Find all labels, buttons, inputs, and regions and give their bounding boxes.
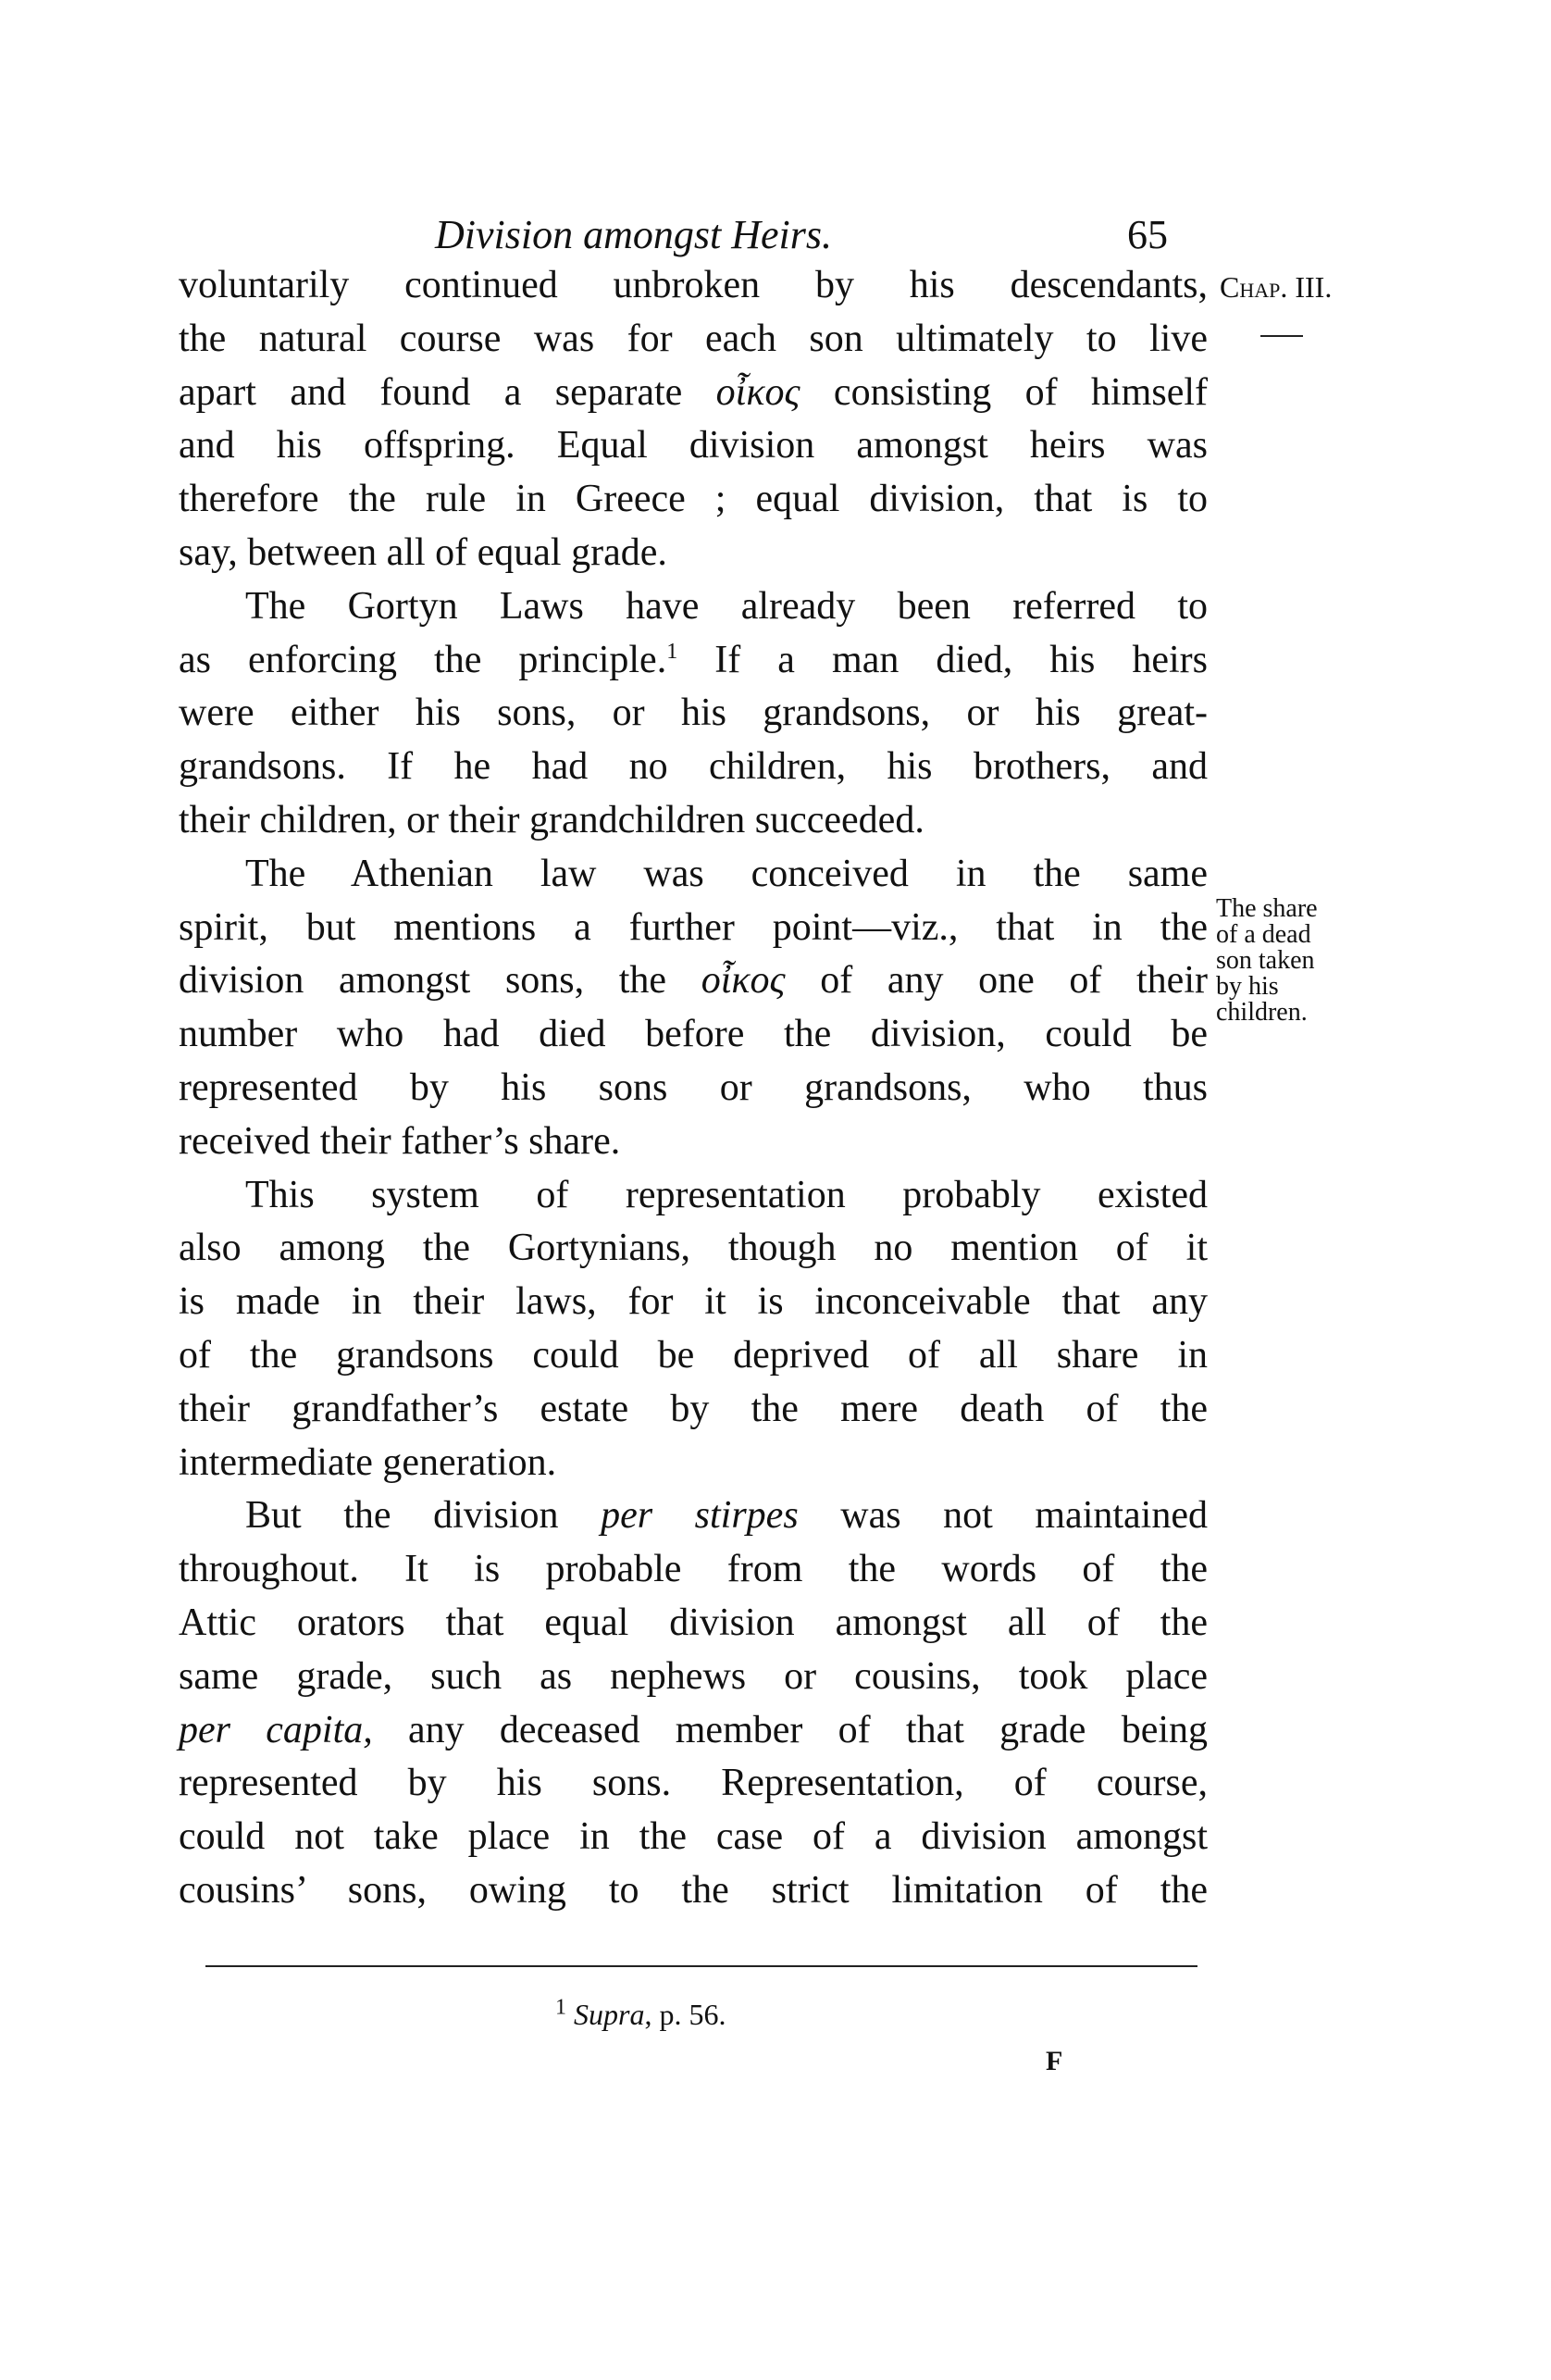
footnote-page: , p. 56. xyxy=(644,1998,726,2031)
text-line xyxy=(179,634,1208,688)
text-run: The Athenian law was conceived in the same xyxy=(245,852,1208,895)
text-run: If a man died, his heirs xyxy=(677,638,1208,681)
text-run: throughout. It is probable from the words of the xyxy=(179,1548,1208,1591)
text-line xyxy=(179,1169,1208,1223)
text-line xyxy=(179,367,1208,420)
text-run: of the grandsons could be deprived of all share in xyxy=(179,1333,1208,1377)
text-line xyxy=(179,1864,1208,1918)
text-run: say, between all of equal grade. xyxy=(179,530,667,574)
text-line xyxy=(179,1437,1208,1490)
text-run: cousins’ sons, owing to the strict limitation of the xyxy=(179,1868,1208,1912)
text-run: were either his sons, or his grandsons, or his great- xyxy=(179,692,1208,735)
italic-text: οἶκος xyxy=(715,370,800,414)
text-run: consisting of himself xyxy=(800,370,1208,414)
text-run: grandsons. If he had no children, his brothers, and xyxy=(179,745,1208,789)
running-title: Division amongst Heirs. xyxy=(435,212,832,257)
footnote-reference: 1 xyxy=(666,639,678,664)
footnote-rule xyxy=(205,1965,1197,1967)
text-line xyxy=(179,1383,1208,1437)
signature-mark: F xyxy=(1046,2046,1063,2076)
text-line xyxy=(179,794,1208,848)
text-line xyxy=(179,1597,1208,1651)
text-run: The Gortyn Laws have already been referred to xyxy=(245,584,1208,628)
text-line xyxy=(179,1757,1208,1811)
text-run: intermediate generation. xyxy=(179,1440,557,1484)
text-run: spirit, but mentions a further point—viz., that in the xyxy=(179,905,1208,949)
italic-text: per capita, xyxy=(179,1708,373,1751)
sidenote-line: The share xyxy=(1216,894,1318,923)
text-line xyxy=(179,1222,1208,1276)
italic-text: per stirpes xyxy=(601,1494,799,1538)
text-run: was not maintained xyxy=(798,1494,1208,1538)
text-run: their grandfather’s estate by the mere death of the xyxy=(179,1387,1208,1430)
text-line xyxy=(179,1329,1208,1383)
margin-sidenote xyxy=(1216,896,1318,1026)
text-run: apart and found a separate xyxy=(179,370,716,414)
text-line xyxy=(179,259,1208,313)
text-run: represented by his sons. Representation, of course, xyxy=(179,1762,1208,1805)
text-run: and his offspring. Equal division amongst heirs was xyxy=(179,424,1208,467)
text-line xyxy=(179,419,1208,473)
sidenote-line: of a dead xyxy=(1216,920,1311,949)
text-run: as enforcing the principle. xyxy=(179,638,667,681)
text-line xyxy=(179,741,1208,794)
body-text xyxy=(179,259,1208,1918)
text-line xyxy=(179,1115,1208,1169)
text-run: their children, or their grandchildren succeeded. xyxy=(179,798,924,841)
text-line xyxy=(179,1489,1208,1543)
footnote-marker: 1 xyxy=(555,1995,566,2020)
text-run: could not take place in the case of a division amongst xyxy=(179,1815,1208,1859)
text-line xyxy=(179,1062,1208,1115)
text-line xyxy=(179,1543,1208,1597)
text-line xyxy=(179,313,1208,367)
text-line xyxy=(179,580,1208,634)
text-run: therefore the rule in Greece ; equal division, that is to xyxy=(179,478,1208,521)
text-run: also among the Gortynians, though no mention of it xyxy=(179,1227,1208,1270)
text-run: This system of representation probably existed xyxy=(245,1173,1208,1216)
text-line xyxy=(179,1811,1208,1864)
text-run: same grade, such as nephews or cousins, took place xyxy=(179,1654,1208,1698)
text-run: division amongst sons, the xyxy=(179,959,701,1003)
text-line xyxy=(179,1651,1208,1704)
text-line xyxy=(179,954,1208,1008)
footnote xyxy=(555,1995,726,2032)
text-run: the natural course was for each son ultimately to live xyxy=(179,317,1208,360)
text-run: represented by his sons or grandsons, who thus xyxy=(179,1065,1208,1109)
text-run: But the division xyxy=(245,1494,602,1538)
text-line xyxy=(179,527,1208,580)
text-line xyxy=(179,1008,1208,1062)
text-run: received their father’s share. xyxy=(179,1119,621,1163)
text-line xyxy=(179,687,1208,741)
sidenote-line: son taken xyxy=(1216,946,1315,975)
text-line xyxy=(179,473,1208,527)
page-number: 65 xyxy=(1127,212,1168,257)
text-line xyxy=(179,1704,1208,1758)
text-run: number who had died before the division, could be xyxy=(179,1013,1208,1056)
sidenote-line: children. xyxy=(1216,998,1308,1027)
text-run: of any one of their xyxy=(785,959,1208,1003)
text-run: is made in their laws, for it is inconceivable that any xyxy=(179,1280,1208,1324)
footnote-source: Supra xyxy=(574,1998,645,2031)
text-line xyxy=(179,902,1208,955)
text-line xyxy=(179,848,1208,902)
text-line xyxy=(179,1276,1208,1329)
italic-text: οἶκος xyxy=(701,959,786,1003)
text-run: Attic orators that equal division amongst all of the xyxy=(179,1601,1208,1644)
chapter-dash xyxy=(1260,335,1303,337)
sidenote-line: by his xyxy=(1216,972,1279,1001)
text-run: any deceased member of that grade being xyxy=(372,1708,1208,1751)
text-run: voluntarily continued unbroken by his descendants, xyxy=(179,264,1208,306)
chapter-marker: Chap. III. xyxy=(1220,270,1333,304)
